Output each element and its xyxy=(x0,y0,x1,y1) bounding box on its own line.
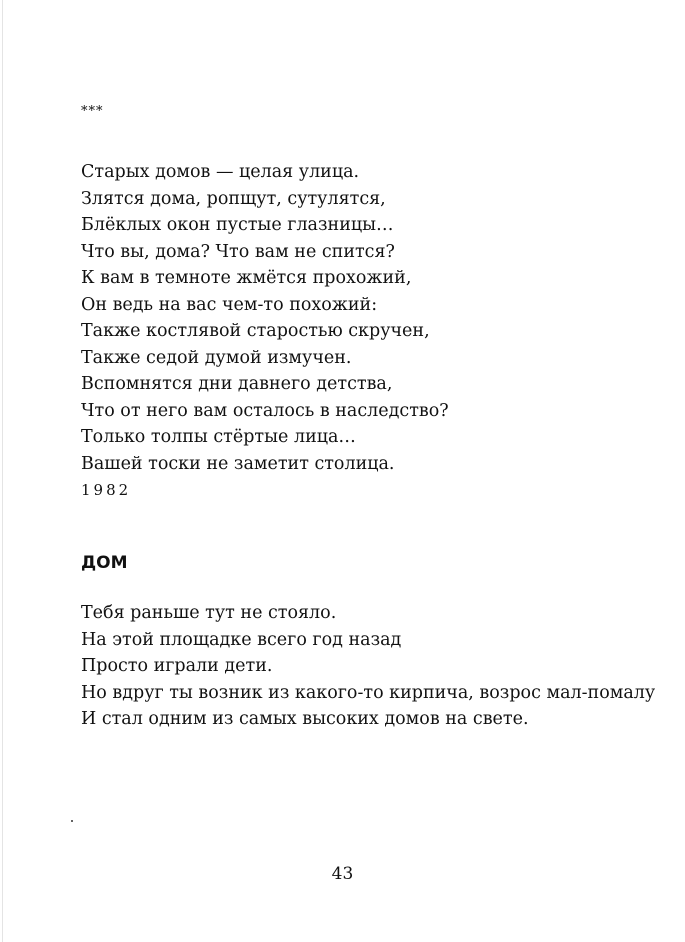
poem-line: Просто играли дети. xyxy=(81,656,273,676)
poem-untitled xyxy=(81,159,449,477)
poem-line: И стал одним из самых высоких домов на свете. xyxy=(81,709,529,729)
poem-line: Старых домов — целая улица. xyxy=(81,162,360,182)
poem-dom xyxy=(81,600,655,733)
print-speck xyxy=(71,820,73,822)
poem-line: Он ведь на вас чем-то похожий: xyxy=(81,294,378,315)
poem-line: Только толпы стёртые лица… xyxy=(81,427,356,447)
poem-line: Что от него вам осталось в наследство? xyxy=(81,400,449,421)
poem-line: Также костлявой старостью скручен, xyxy=(81,321,430,341)
poem-line: Но вдруг ты возник из какого-то кирпича, возрос мал-помалу xyxy=(81,682,656,703)
poem-line: К вам в темноте жмётся прохожий, xyxy=(81,268,412,288)
page-edge xyxy=(2,0,3,942)
poem-line: Тебя раньше тут не стояло. xyxy=(81,603,337,623)
poem-line: Вашей тоски не заметит столица. xyxy=(81,453,395,474)
poem-line: Вспомнятся дни давнего детства, xyxy=(81,374,393,394)
poem-line: Злятся дома, ропщут, сутулятся, xyxy=(81,188,386,209)
page-number: 43 xyxy=(331,864,354,884)
poem-year: 1982 xyxy=(81,481,132,499)
poem-line: Также седой думой измучен. xyxy=(81,347,352,368)
poem-line: Что вы, дома? Что вам не спится? xyxy=(81,241,395,262)
poem-line: Блёклых окон пустые глазницы… xyxy=(81,215,394,235)
poem-title: ДОМ xyxy=(81,553,128,573)
poem-line: На этой площадке всего год назад xyxy=(81,629,402,650)
section-separator: *** xyxy=(81,104,104,119)
